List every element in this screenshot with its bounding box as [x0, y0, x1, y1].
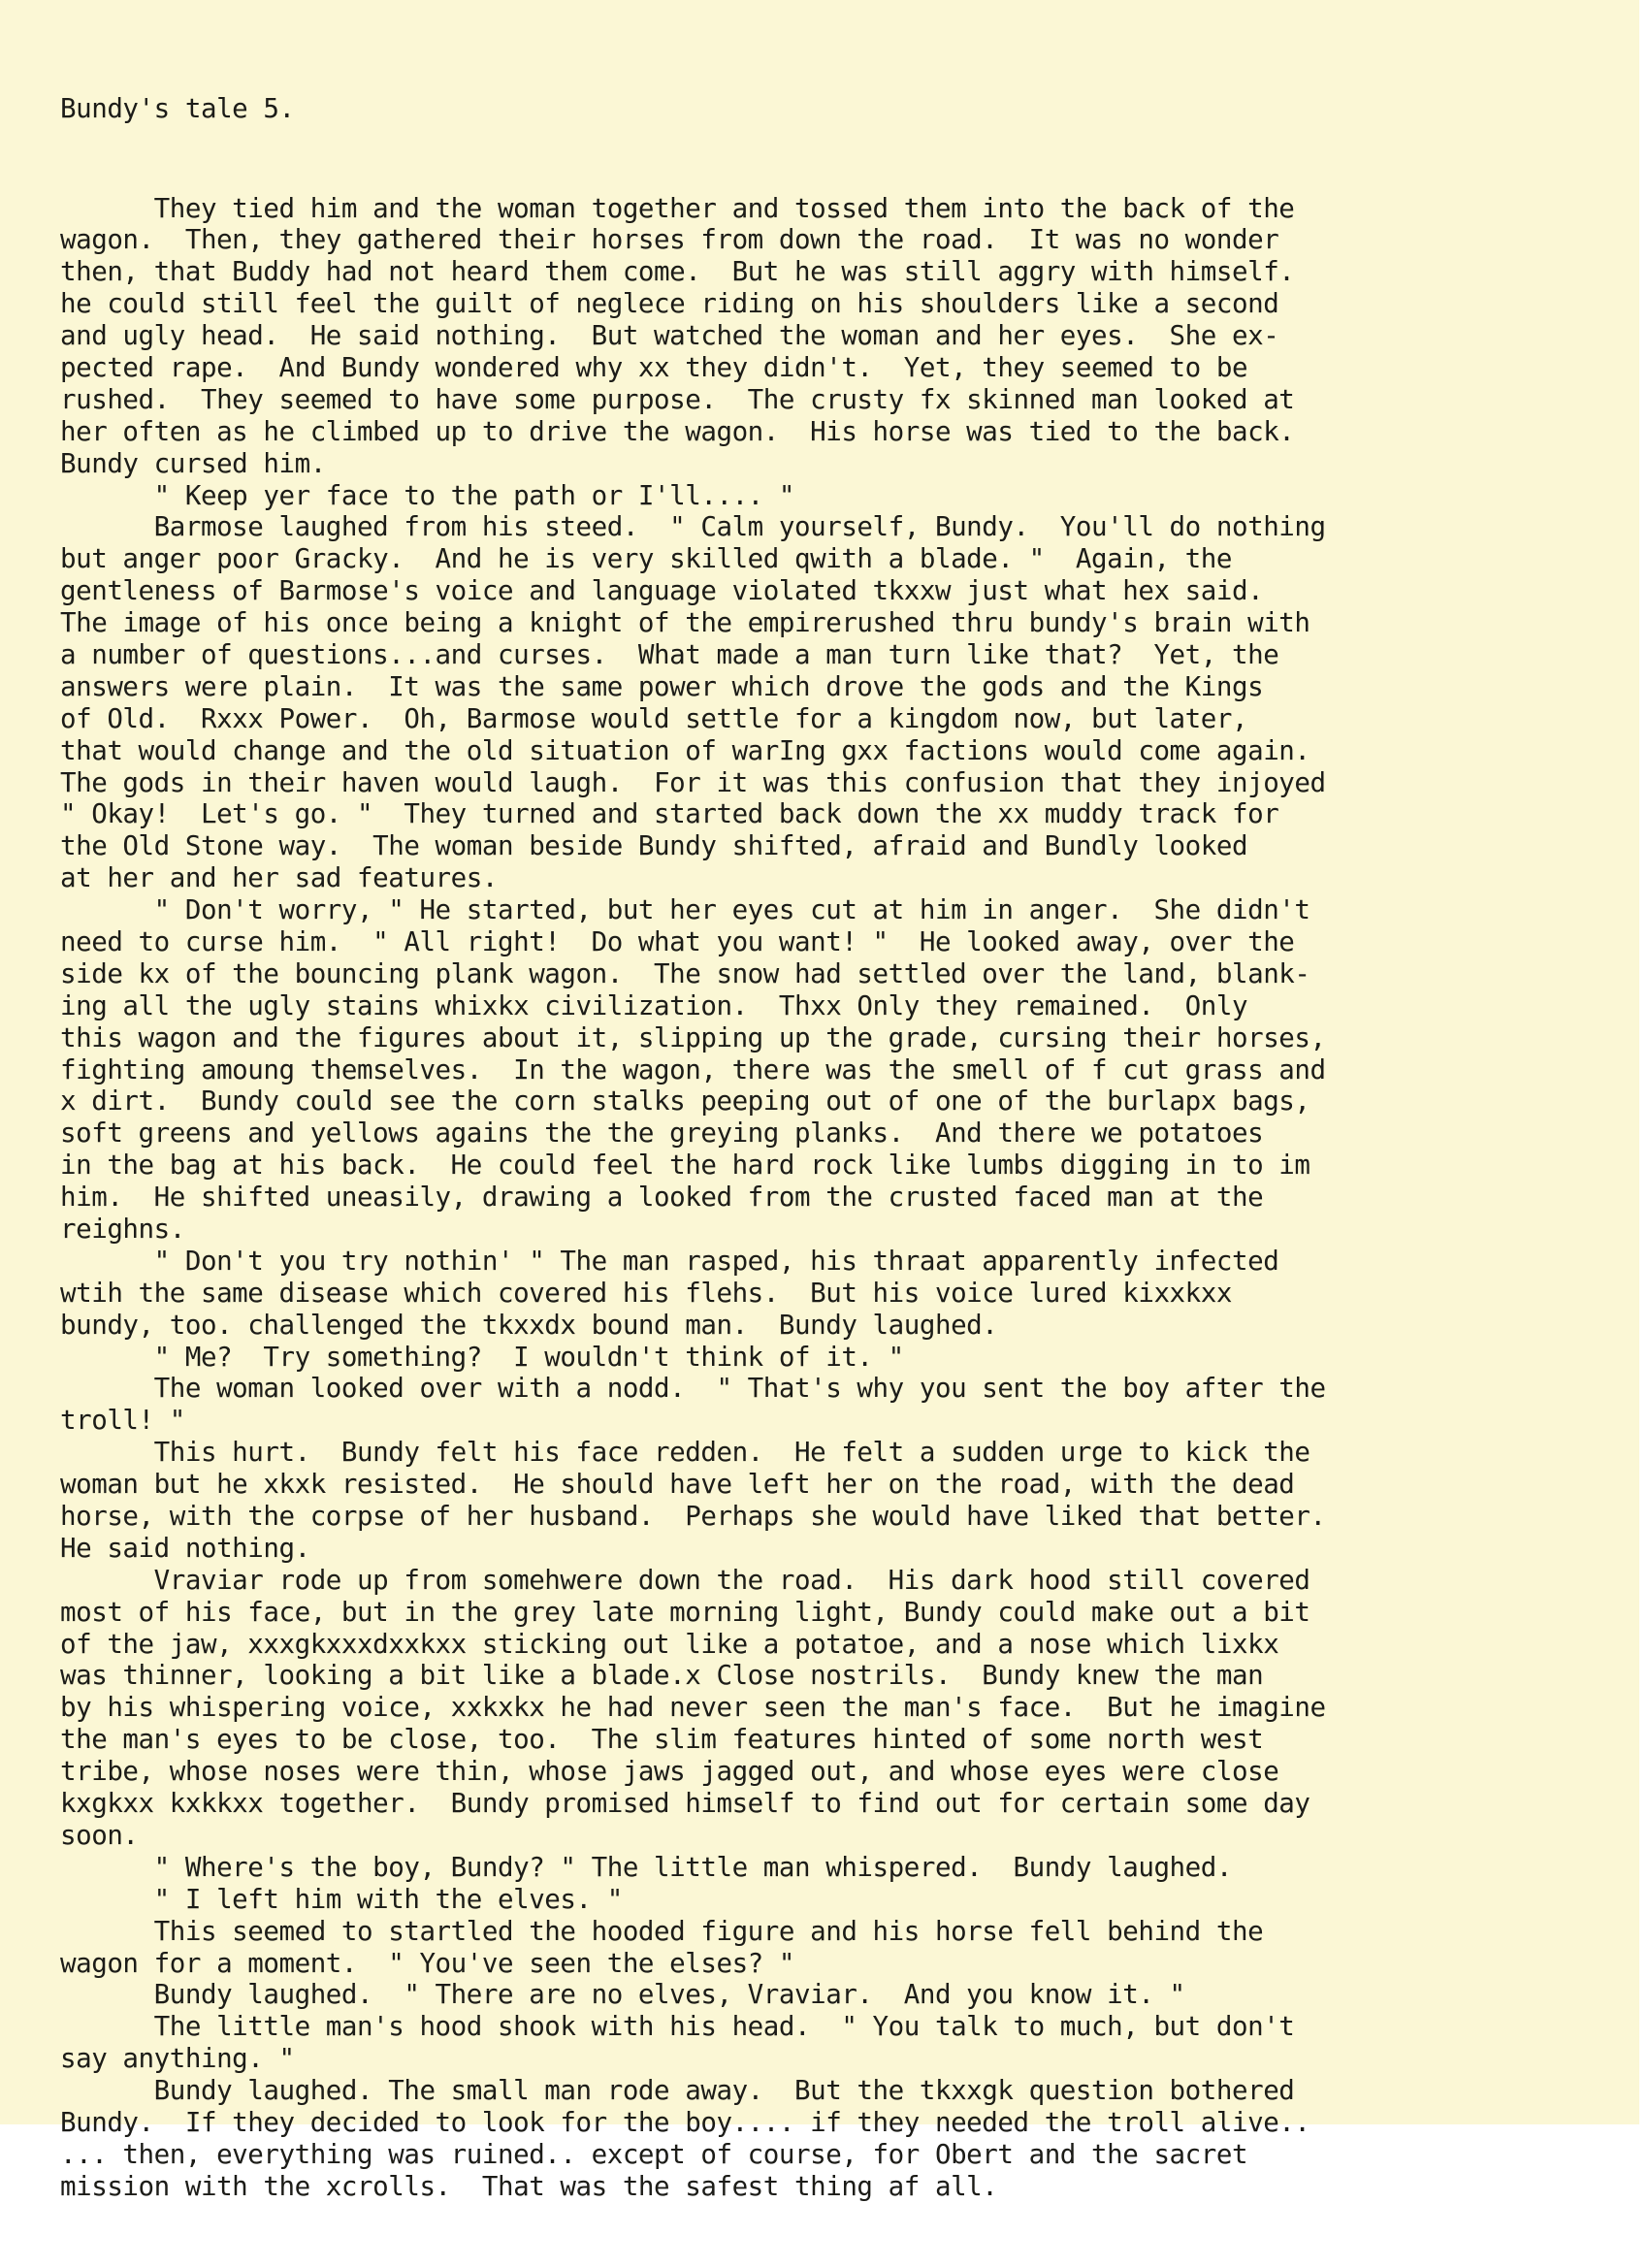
text-line: most of his face, but in the grey late morning light, Bundy could make out a bit: [60, 1596, 1310, 1628]
text-line: him. He shifted uneasily, drawing a looked from the crusted faced man at the: [60, 1182, 1264, 1214]
text-line: rushed. They seemed to have some purpose. The crusty fx skinned man looked at: [60, 383, 1295, 415]
text-line: but anger poor Gracky. And he is very skilled qwith a blade. " Again, the: [60, 543, 1232, 575]
text-line: by his whispering voice, xxkxkx he had never seen the man's face. But he imagine: [60, 1692, 1326, 1724]
text-line: pected rape. And Bundy wondered why xx they didn't. Yet, they seemed to be: [60, 351, 1248, 383]
text-line: Barmose laughed from his steed. " Calm yourself, Bundy. You'll do nothing: [60, 511, 1326, 543]
text-line: This hurt. Bundy felt his face redden. He felt a sudden urge to kick the: [60, 1437, 1310, 1469]
text-line: reighns.: [60, 1214, 185, 1246]
text-line: " Where's the boy, Bundy? " The little man whispered. Bundy laughed.: [60, 1851, 1232, 1883]
text-line: fighting amoung themselves. In the wagon, there was the smell of f cut grass and: [60, 1053, 1326, 1085]
text-line: horse, with the corpse of her husband. Perhaps she would have liked that better.: [60, 1501, 1326, 1533]
text-line: he could still feel the guilt of neglece riding on his shoulders like a second: [60, 288, 1279, 320]
text-line: The woman looked over with a nodd. " That's why you sent the boy after the: [60, 1373, 1326, 1405]
text-line: " I left him with the elves. ": [60, 1883, 623, 1915]
text-line: bundy, too. challenged the tkxxdx bound man. Bundy laughed.: [60, 1309, 998, 1341]
text-line: woman but he xkxk resisted. He should have left her on the road, with the dead: [60, 1469, 1295, 1501]
text-line: Vraviar rode up from somehwere down the road. His dark hood still covered: [60, 1564, 1310, 1596]
text-line: " Don't worry, " He started, but her eyes cut at him in anger. She didn't: [60, 894, 1310, 926]
text-line: a number of questions...and curses. What made a man turn like that? Yet, the: [60, 638, 1279, 670]
text-line: " Okay! Let's go. " They turned and started back down the xx muddy track for: [60, 798, 1279, 830]
text-line: of Old. Rxxx Power. Oh, Barmose would settle for a kingdom now, but later,: [60, 702, 1248, 734]
text-line: This seemed to startled the hooded figure and his horse fell behind the: [60, 1915, 1264, 1947]
text-line: wtih the same disease which covered his flehs. But his voice lured kixxkxx: [60, 1277, 1232, 1309]
text-line: " Me? Try something? I wouldn't think of it. ": [60, 1341, 904, 1373]
text-line: ing all the ugly stains whixkx civilization. Thxx Only they remained. Only: [60, 989, 1248, 1021]
text-line: Bundy cursed him.: [60, 447, 326, 479]
text-line: mission with the xcrolls. That was the safest thing af all.: [60, 2170, 998, 2202]
text-line: Bundy. If they decided to look for the boy.... if they needed the troll alive..: [60, 2106, 1310, 2138]
text-line: wagon. Then, they gathered their horses from down the road. It was no wonder: [60, 224, 1279, 256]
text-line: and ugly head. He said nothing. But watched the woman and her eyes. She ex-: [60, 320, 1279, 352]
body-lines: [60, 193, 1632, 2203]
typed-text-block: [60, 29, 1632, 2266]
text-line: at her and her sad features.: [60, 862, 498, 894]
text-line: Bundy laughed. " There are no elves, Vraviar. And you know it. ": [60, 1979, 1185, 2011]
text-line: gentleness of Barmose's voice and language violated tkxxw just what hex said.: [60, 575, 1264, 607]
text-line: the Old Stone way. The woman beside Bundy shifted, afraid and Bundly looked: [60, 830, 1248, 862]
text-line: The little man's hood shook with his head. " You talk to much, but don't: [60, 2011, 1295, 2043]
text-line: of the jaw, xxxgkxxxdxxkxx sticking out like a potatoe, and a nose which lixkx: [60, 1628, 1279, 1660]
text-line: They tied him and the woman together and tossed them into the back of the: [60, 192, 1295, 224]
text-line: " Don't you try nothin' " The man rasped, his thraat apparently infected: [60, 1245, 1279, 1277]
text-line: wagon for a moment. " You've seen the elses? ": [60, 1947, 795, 1979]
text-line: then, that Buddy had not heard them come. But he was still aggry with himself.: [60, 256, 1295, 288]
text-line: troll! ": [60, 1405, 185, 1437]
text-line: her often as he climbed up to drive the wagon. His horse was tied to the back.: [60, 415, 1295, 447]
text-line: tribe, whose noses were thin, whose jaws jagged out, and whose eyes were close: [60, 1756, 1279, 1788]
text-line: The image of his once being a knight of the empirerushed thru bundy's brain with: [60, 607, 1310, 639]
text-line: soft greens and yellows agains the the greying planks. And there we potatoes: [60, 1118, 1264, 1150]
text-line: He said nothing.: [60, 1532, 310, 1564]
text-line: answers were plain. It was the same power which drove the gods and the Kings: [60, 670, 1264, 702]
text-line: that would change and the old situation of warIng gxx factions would come again.: [60, 734, 1310, 766]
text-line: The gods in their haven would laugh. For it was this confusion that they injoyed: [60, 766, 1326, 798]
text-line: side kx of the bouncing plank wagon. The snow had settled over the land, blank-: [60, 957, 1310, 989]
text-line: x dirt. Bundy could see the corn stalks peeping out of one of the burlapx bags,: [60, 1085, 1310, 1118]
text-line: this wagon and the figures about it, slipping up the grade, cursing their horses,: [60, 1021, 1326, 1053]
text-line: the man's eyes to be close, too. The slim features hinted of some north west: [60, 1724, 1264, 1756]
text-line: say anything. ": [60, 2043, 295, 2075]
text-line: " Keep yer face to the path or I'll.... ": [60, 479, 795, 511]
page-title: Bundy's tale 5.: [60, 92, 295, 124]
text-line: need to curse him. " All right! Do what you want! " He looked away, over the: [60, 926, 1295, 957]
text-line: kxgkxx kxkkxx together. Bundy promised himself to find out for certain some day: [60, 1788, 1310, 1820]
text-line: ... then, everything was ruined.. except of course, for Obert and the sacret: [60, 2138, 1248, 2170]
text-line: Bundy laughed. The small man rode away. But the tkxxgk question bothered: [60, 2075, 1295, 2107]
text-line: soon.: [60, 1819, 139, 1851]
text-line: in the bag at his back. He could feel the hard rock like lumbs digging in to im: [60, 1150, 1310, 1182]
text-line: was thinner, looking a bit like a blade.x Close nostrils. Bundy knew the man: [60, 1660, 1264, 1692]
